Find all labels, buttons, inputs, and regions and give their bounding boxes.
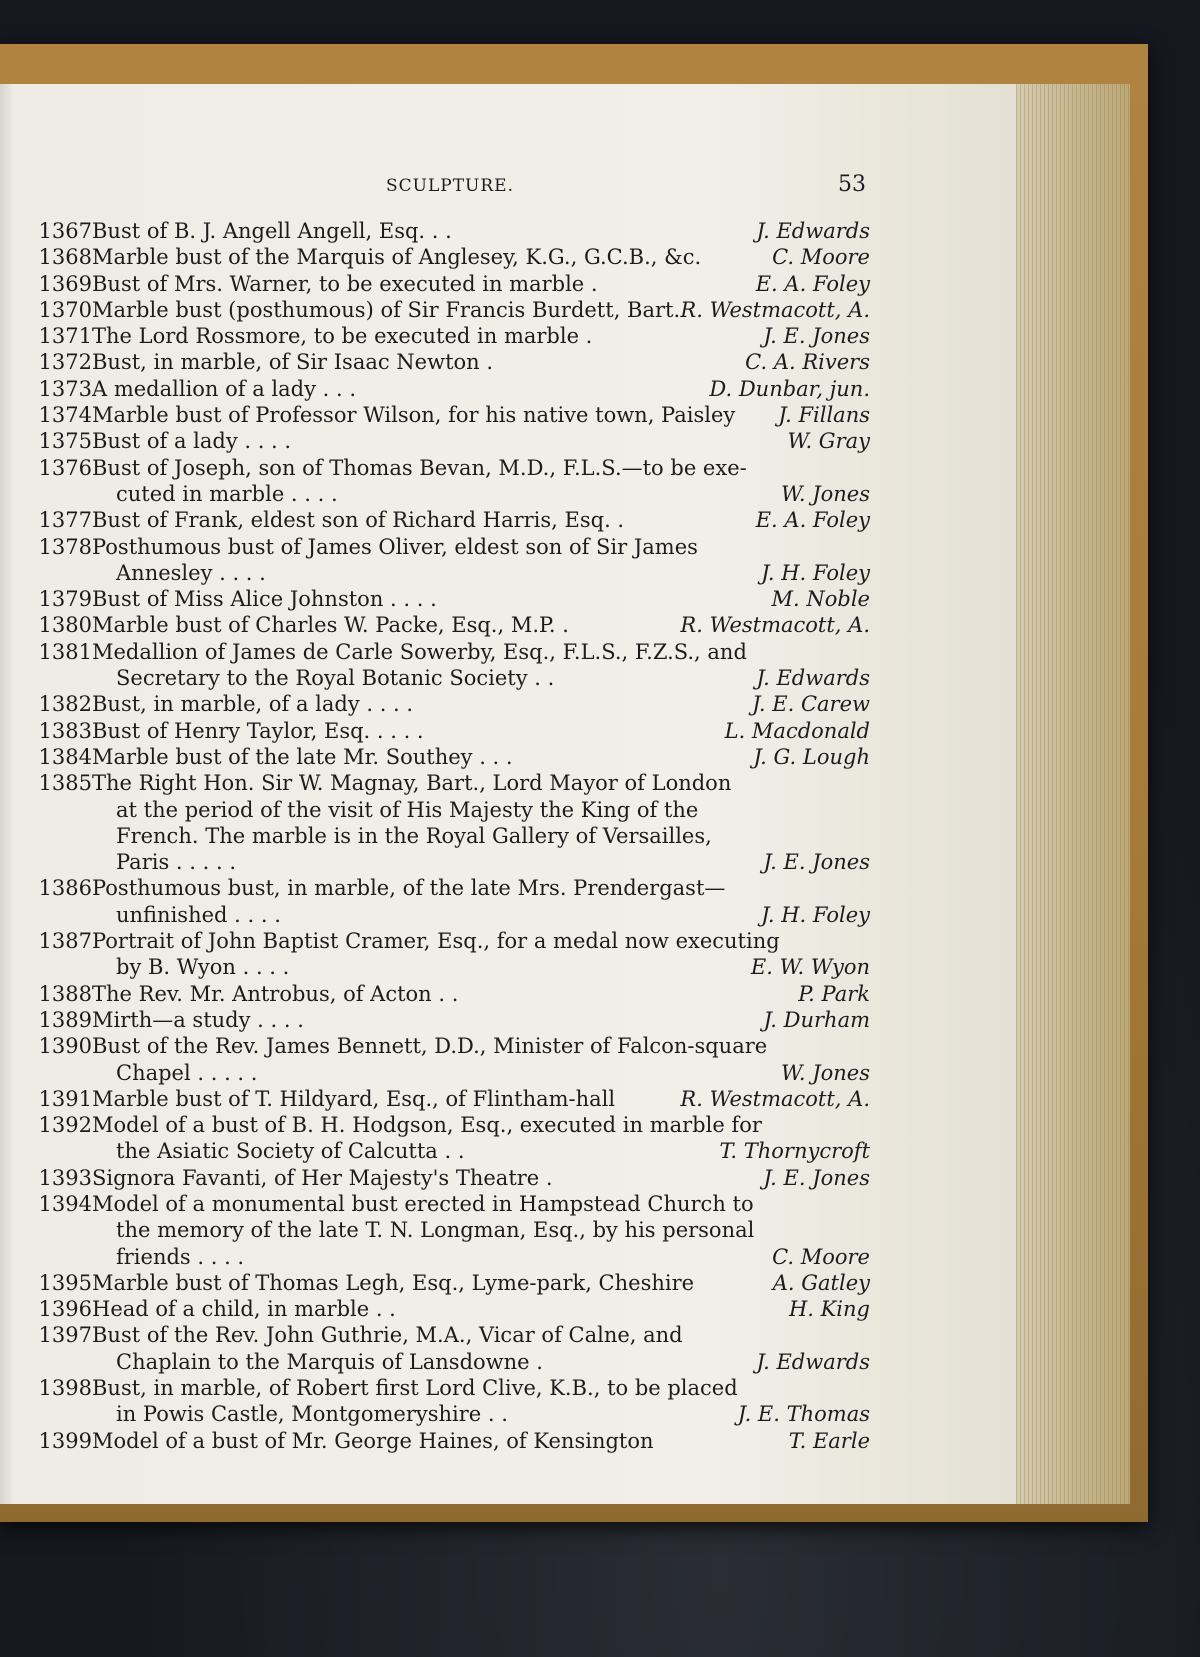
- entry-description: friends . . . .: [116, 1244, 245, 1269]
- catalogue-entry: [20, 1375, 870, 1428]
- entry-number: 1377: [38, 508, 92, 533]
- entry-artist: E. W. Wyon: [750, 955, 870, 980]
- catalogue-entry: [20, 271, 870, 297]
- entry-line: [20, 1349, 870, 1375]
- entry-description: Posthumous bust, in marble, of the late Mrs. Prendergast—: [92, 876, 726, 901]
- page-edges: [1008, 84, 1130, 1504]
- catalogue-entry: [20, 1165, 870, 1191]
- entry-artist: J. Fillans: [778, 403, 870, 428]
- entry-description: Bust, in marble, of a lady . . . .: [92, 692, 414, 717]
- entry-description: The Lord Rossmore, to be executed in marble .: [92, 324, 593, 349]
- catalogue-entry: [20, 1296, 870, 1322]
- entry-line: [20, 481, 870, 507]
- entry-line: [20, 718, 870, 744]
- entry-artist: M. Noble: [771, 587, 870, 612]
- entry-line: [20, 1322, 870, 1348]
- entry-description: Mirth—a study . . . .: [92, 1007, 304, 1032]
- entry-description: Bust of Henry Taylor, Esq. . . . .: [92, 718, 424, 743]
- catalogue-entry: [20, 1112, 870, 1165]
- entry-line: [20, 849, 870, 875]
- catalogue-entry: [20, 349, 870, 375]
- entry-description: Posthumous bust of James Oliver, eldest son of Sir James: [92, 534, 698, 559]
- entry-description: Marble bust of Thomas Legh, Esq., Lyme-park, Cheshire: [92, 1270, 695, 1295]
- entry-description: Marble bust of Charles W. Packe, Esq., M.P. .: [92, 613, 569, 638]
- catalogue-entry: [20, 428, 870, 454]
- entry-line: [20, 665, 870, 691]
- entry-artist: A. Gatley: [772, 1270, 870, 1295]
- entry-artist: W. Gray: [787, 429, 870, 454]
- entry-line: [20, 428, 870, 454]
- entry-description: by B. Wyon . . . .: [116, 955, 290, 980]
- entry-number: 1388: [38, 981, 92, 1006]
- entry-line: [20, 271, 870, 297]
- entry-artist: H. King: [788, 1297, 870, 1322]
- entry-number: 1379: [38, 587, 92, 612]
- entry-description: Model of a monumental bust erected in Hampstead Church to: [92, 1191, 754, 1216]
- catalogue-entry: [20, 402, 870, 428]
- entry-description: Bust of Joseph, son of Thomas Bevan, M.D., F.L.S.—to be exe-: [92, 455, 747, 480]
- entry-artist: J. Edwards: [756, 666, 870, 691]
- entry-description: unfinished . . . .: [116, 902, 281, 927]
- catalogue-entry: [20, 376, 870, 402]
- entry-number: 1373: [38, 376, 92, 401]
- entry-number: 1376: [38, 455, 92, 480]
- entry-artist: C. Moore: [772, 245, 870, 270]
- entry-description: Marble bust of T. Hildyard, Esq., of Flintham-hall: [92, 1086, 616, 1111]
- entry-number: 1372: [38, 350, 92, 375]
- running-title: SCULPTURE.: [386, 176, 514, 196]
- entry-line: [20, 1428, 870, 1454]
- entry-number: 1383: [38, 718, 92, 743]
- entry-line: [20, 1401, 870, 1427]
- entry-description: Secretary to the Royal Botanic Society . .: [116, 666, 555, 691]
- entry-number: 1387: [38, 929, 92, 954]
- entry-description: Marble bust of the late Mr. Southey . . .: [92, 744, 513, 769]
- entry-line: [20, 1191, 870, 1217]
- entry-description: Paris . . . . .: [116, 850, 236, 875]
- entry-number: 1369: [38, 271, 92, 296]
- entry-line: [20, 823, 870, 849]
- entry-number: 1384: [38, 744, 92, 769]
- catalogue-entry: [20, 586, 870, 612]
- catalogue-entry: [20, 455, 870, 508]
- entry-number: 1398: [38, 1376, 92, 1401]
- entry-line: [20, 1165, 870, 1191]
- catalogue-entry: [20, 612, 870, 638]
- entry-description: Bust of Miss Alice Johnston . . . .: [92, 587, 437, 612]
- entry-number: 1382: [38, 692, 92, 717]
- entry-description: Chaplain to the Marquis of Lansdowne .: [116, 1349, 543, 1374]
- entry-number: 1374: [38, 403, 92, 428]
- entry-artist: R. Westmacott, A.: [680, 613, 870, 638]
- entry-description: in Powis Castle, Montgomeryshire . .: [116, 1402, 508, 1427]
- entry-artist: J. H. Foley: [761, 560, 870, 585]
- entry-line: [20, 691, 870, 717]
- entry-description: Marble bust of the Marquis of Anglesey, K.G., G.C.B., &c.: [92, 245, 702, 270]
- catalogue-entry: [20, 297, 870, 323]
- entry-line: [20, 1244, 870, 1270]
- catalogue-entry: [20, 1322, 870, 1375]
- entry-line: [20, 560, 870, 586]
- entry-line: [20, 376, 870, 402]
- entry-description: Portrait of John Baptist Cramer, Esq., for a medal now executing: [92, 929, 780, 954]
- catalogue-entry: [20, 770, 870, 875]
- entry-number: 1385: [38, 771, 92, 796]
- entry-line: [20, 586, 870, 612]
- entry-description: The Rev. Mr. Antrobus, of Acton . .: [92, 981, 459, 1006]
- entry-artist: C. A. Rivers: [745, 350, 870, 375]
- entry-number: 1396: [38, 1297, 92, 1322]
- entry-artist: D. Dunbar, jun.: [709, 376, 870, 401]
- entry-artist: J. E. Jones: [763, 324, 870, 349]
- entry-description: Model of a bust of Mr. George Haines, of Kensington: [92, 1428, 654, 1453]
- entry-line: [20, 534, 870, 560]
- entry-description: Bust of the Rev. John Guthrie, M.A., Vicar of Calne, and: [92, 1323, 683, 1348]
- entry-description: the Asiatic Society of Calcutta . .: [116, 1139, 465, 1164]
- catalogue-entry: [20, 691, 870, 717]
- entry-description: A medallion of a lady . . .: [92, 376, 357, 401]
- catalogue-entry: [20, 744, 870, 770]
- catalogue-entry: [20, 1191, 870, 1270]
- entry-artist: E. A. Foley: [755, 271, 870, 296]
- entry-artist: R. Westmacott, A.: [680, 297, 870, 322]
- entry-number: 1390: [38, 1034, 92, 1059]
- entry-line: [20, 1375, 870, 1401]
- catalogue-entry: [20, 718, 870, 744]
- entry-description: the memory of the late T. N. Longman, Esq., by his personal: [116, 1218, 755, 1243]
- running-head: [0, 172, 1016, 202]
- catalogue-entry: [20, 1033, 870, 1086]
- entry-line: [20, 323, 870, 349]
- entry-number: 1386: [38, 876, 92, 901]
- entry-number: 1368: [38, 245, 92, 270]
- entry-line: [20, 744, 870, 770]
- entry-line: [20, 954, 870, 980]
- entry-artist: W. Jones: [780, 481, 870, 506]
- entry-line: [20, 244, 870, 270]
- entry-artist: J. Durham: [763, 1007, 870, 1032]
- entry-number: 1378: [38, 534, 92, 559]
- entry-description: Marble bust (posthumous) of Sir Francis Burdett, Bart.: [92, 297, 681, 322]
- entry-description: Annesley . . . .: [116, 560, 266, 585]
- entry-description: Bust of the Rev. James Bennett, D.D., Minister of Falcon-square: [92, 1034, 768, 1059]
- entry-line: [20, 507, 870, 533]
- entry-artist: J. H. Foley: [761, 902, 870, 927]
- entry-line: [20, 349, 870, 375]
- entry-line: [20, 612, 870, 638]
- entry-artist: L. Macdonald: [724, 718, 870, 743]
- entry-line: [20, 1112, 870, 1138]
- entry-artist: J. E. Carew: [752, 692, 870, 717]
- entry-number: 1392: [38, 1113, 92, 1138]
- entry-description: Model of a bust of B. H. Hodgson, Esq., executed in marble for: [92, 1113, 762, 1138]
- entry-number: 1371: [38, 324, 92, 349]
- entry-artist: J. G. Lough: [753, 744, 870, 769]
- entry-description: The Right Hon. Sir W. Magnay, Bart., Lord Mayor of London: [92, 771, 732, 796]
- entry-number: 1375: [38, 429, 92, 454]
- catalogue-entry: [20, 981, 870, 1007]
- entry-line: [20, 218, 870, 244]
- entry-number: 1370: [38, 297, 92, 322]
- entry-artist: C. Moore: [772, 1244, 870, 1269]
- entry-number: 1381: [38, 639, 92, 664]
- entry-line: [20, 1270, 870, 1296]
- entry-artist: R. Westmacott, A.: [680, 1086, 870, 1111]
- catalogue-entry: [20, 507, 870, 533]
- entry-line: [20, 770, 870, 796]
- entry-artist: J. E. Jones: [763, 1165, 870, 1190]
- gutter-shadow: [0, 84, 14, 1504]
- entry-description: Marble bust of Professor Wilson, for his native town, Paisley: [92, 403, 736, 428]
- entry-line: [20, 902, 870, 928]
- entry-line: [20, 797, 870, 823]
- entry-line: [20, 981, 870, 1007]
- entry-artist: J. E. Jones: [763, 850, 870, 875]
- entry-number: 1391: [38, 1086, 92, 1111]
- entry-description: Chapel . . . . .: [116, 1060, 258, 1085]
- entry-description: at the period of the visit of His Majesty the King of the: [116, 797, 699, 822]
- entry-number: 1395: [38, 1270, 92, 1295]
- entry-number: 1367: [38, 219, 92, 243]
- entry-number: 1399: [38, 1428, 92, 1453]
- entry-description: Head of a child, in marble . .: [92, 1297, 396, 1322]
- entry-artist: W. Jones: [780, 1060, 870, 1085]
- entry-description: Bust, in marble, of Sir Isaac Newton .: [92, 350, 494, 375]
- entry-line: [20, 1033, 870, 1059]
- entry-number: 1397: [38, 1323, 92, 1348]
- entry-description: Medallion of James de Carle Sowerby, Esq., F.L.S., F.Z.S., and: [92, 639, 747, 664]
- entry-artist: P. Park: [798, 981, 870, 1006]
- catalogue-entry: [20, 1428, 870, 1454]
- entry-line: [20, 1086, 870, 1112]
- entry-artist: J. Edwards: [756, 1349, 870, 1374]
- catalogue-entry: [20, 875, 870, 928]
- entry-artist: T. Earle: [788, 1428, 870, 1453]
- entry-description: Bust of B. J. Angell Angell, Esq. . .: [92, 219, 452, 243]
- entry-description: Bust of Mrs. Warner, to be executed in marble .: [92, 271, 598, 296]
- entry-description: Bust of a lady . . . .: [92, 429, 292, 454]
- entry-line: [20, 639, 870, 665]
- entry-description: French. The marble is in the Royal Gallery of Versailles,: [116, 823, 712, 848]
- entry-line: [20, 875, 870, 901]
- entry-number: 1393: [38, 1165, 92, 1190]
- entry-line: [20, 402, 870, 428]
- catalogue-entry: [20, 218, 870, 244]
- entry-description: Signora Favanti, of Her Majesty's Theatre .: [92, 1165, 553, 1190]
- page-number: 53: [838, 172, 866, 197]
- catalogue-entry: [20, 534, 870, 587]
- catalogue-entry: [20, 1086, 870, 1112]
- entry-description: cuted in marble . . . .: [116, 481, 338, 506]
- entry-number: 1394: [38, 1191, 92, 1216]
- sculpture-catalogue: [20, 218, 870, 1454]
- entry-line: [20, 297, 870, 323]
- catalogue-entry: [20, 928, 870, 981]
- entry-artist: J. Edwards: [756, 219, 870, 243]
- catalogue-entry: [20, 1007, 870, 1033]
- entry-number: 1380: [38, 613, 92, 638]
- catalogue-entry: [20, 639, 870, 692]
- entry-line: [20, 1217, 870, 1243]
- entry-description: Bust, in marble, of Robert first Lord Clive, K.B., to be placed: [92, 1376, 738, 1401]
- entry-line: [20, 1296, 870, 1322]
- entry-line: [20, 928, 870, 954]
- entry-line: [20, 1138, 870, 1164]
- catalogue-entry: [20, 323, 870, 349]
- entry-description: Bust of Frank, eldest son of Richard Harris, Esq. .: [92, 508, 625, 533]
- entry-line: [20, 1007, 870, 1033]
- entry-line: [20, 455, 870, 481]
- catalogue-entry: [20, 244, 870, 270]
- catalogue-entry: [20, 1270, 870, 1296]
- entry-artist: T. Thornycroft: [719, 1139, 870, 1164]
- entry-number: 1389: [38, 1007, 92, 1032]
- entry-artist: E. A. Foley: [755, 508, 870, 533]
- entry-line: [20, 1060, 870, 1086]
- entry-artist: J. E. Thomas: [737, 1402, 870, 1427]
- catalogue-page: [0, 84, 1016, 1504]
